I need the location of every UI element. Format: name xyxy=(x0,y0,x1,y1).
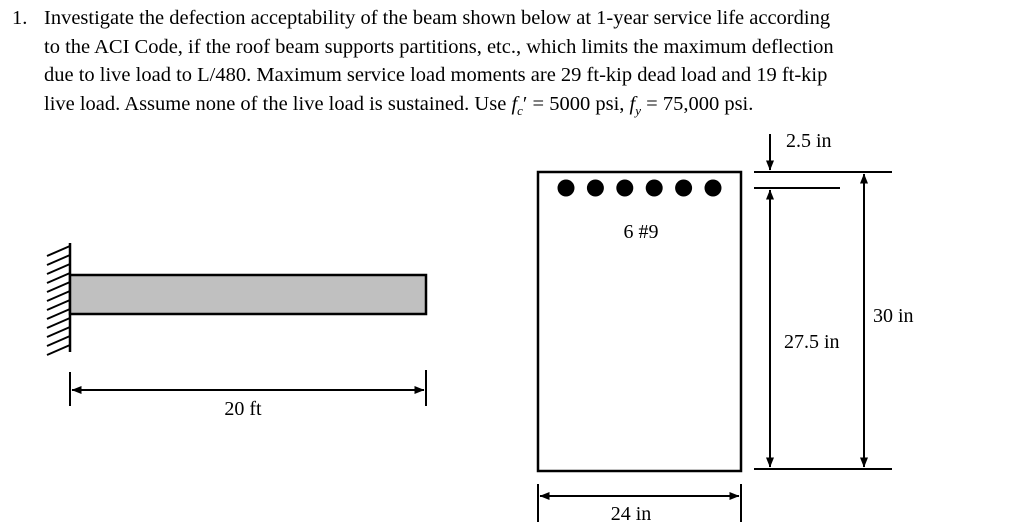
fc-symbol: f xyxy=(511,92,518,115)
rebar-row xyxy=(558,180,722,197)
wall-hatch-line xyxy=(47,345,70,355)
problem-line-3: due to live load to L/480. Maximum service load moments are 29 ft-kip dead load and 19 ft-kip xyxy=(44,64,828,86)
rebar-dot xyxy=(705,180,722,197)
width-dimension xyxy=(538,484,741,525)
wall-hatch-line xyxy=(47,309,70,319)
fixed-support xyxy=(47,243,70,355)
rebar-dot xyxy=(587,180,604,197)
wall-hatch-line xyxy=(47,255,70,265)
wall-hatching xyxy=(47,246,70,355)
wall-hatch-line xyxy=(47,291,70,301)
width-label: 24 in xyxy=(610,503,652,525)
span-label: 20 ft xyxy=(224,398,262,420)
fy-subscript: y xyxy=(635,102,642,118)
fy-value: = 75,000 psi. xyxy=(641,92,754,115)
fc-subscript: c xyxy=(517,102,523,118)
effective-depth-dimension xyxy=(770,190,840,467)
cross-section xyxy=(538,172,741,471)
wall-hatch-line xyxy=(47,300,70,310)
fc-value: ′ = 5000 psi, xyxy=(522,92,630,115)
rebar-label: 6 #9 xyxy=(623,221,659,243)
total-depth-dimension xyxy=(864,174,914,467)
rebar-dot xyxy=(616,180,633,197)
problem-line-1: Investigate the defection acceptability of the beam shown below at 1-year service life according xyxy=(44,7,831,29)
rebar-dot xyxy=(558,180,575,197)
rebar-dot xyxy=(675,180,692,197)
problem-number: 1. xyxy=(12,7,28,29)
wall-hatch-line xyxy=(47,282,70,292)
line4-text: live load. Assume none of the live load is sustained. Use xyxy=(44,92,512,115)
cantilever-beam xyxy=(70,275,426,314)
wall-hatch-line xyxy=(47,273,70,283)
total-depth-label: 30 in xyxy=(873,305,914,327)
span-dimension xyxy=(70,370,426,420)
wall-hatch-line xyxy=(47,246,70,256)
problem-line-2: to the ACI Code, if the roof beam supports partitions, etc., which limits the maximum deflection xyxy=(44,35,834,58)
wall-hatch-line xyxy=(47,327,70,337)
wall-hatch-line xyxy=(47,318,70,328)
wall-hatch-line xyxy=(47,264,70,274)
wall-hatch-line xyxy=(47,336,70,346)
fy-symbol: f xyxy=(629,92,636,115)
effective-depth-label: 27.5 in xyxy=(784,331,840,353)
cover-label: 2.5 in xyxy=(786,130,832,152)
rebar-dot xyxy=(646,180,663,197)
cover-dimension xyxy=(770,130,832,170)
